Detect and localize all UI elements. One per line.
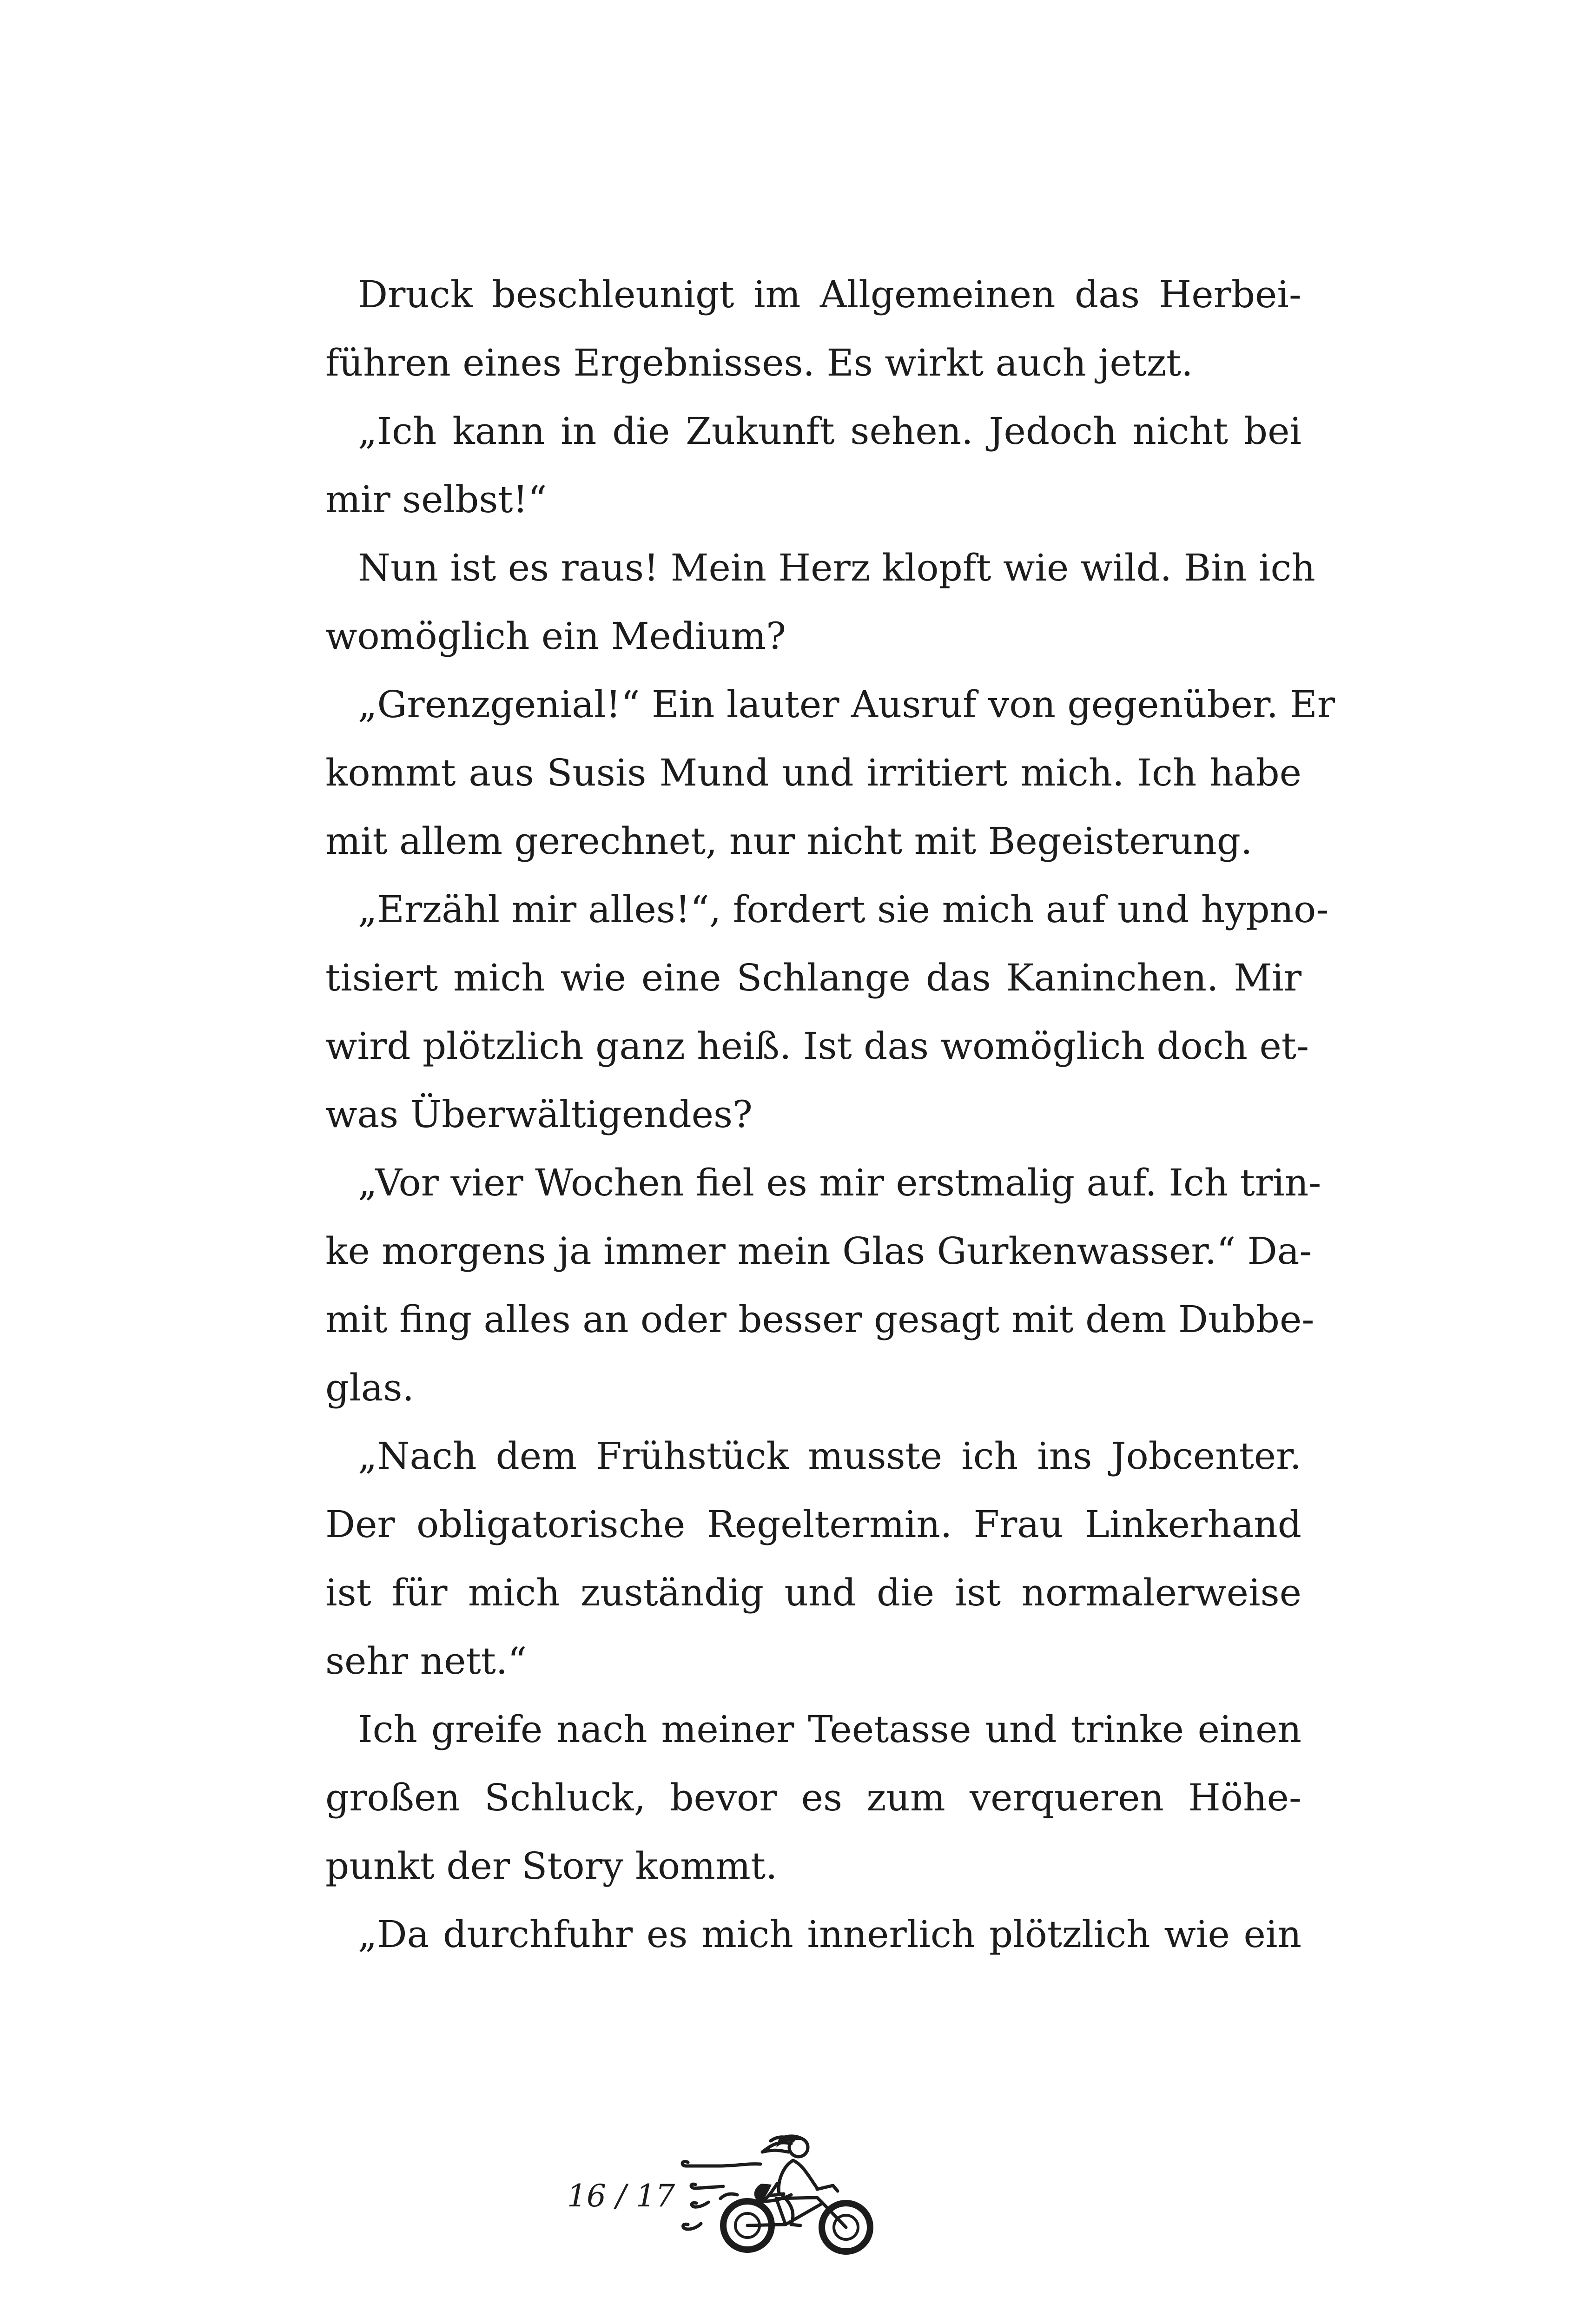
text-line: führen eines Ergebnisses. Es wirkt auch jetzt. bbox=[325, 341, 1193, 384]
text-line: Nun ist es raus! Mein Herz klopft wie wild. Bin ich bbox=[358, 546, 1315, 589]
text-line: „Vor vier Wochen fiel es mir erstmalig auf. Ich trin- bbox=[358, 1161, 1321, 1204]
text-line: „Ich kann in die Zukunft sehen. Jedoch nicht bei bbox=[358, 409, 1301, 453]
text-line: wird plötzlich ganz heiß. Ist das womöglich doch et- bbox=[325, 1024, 1309, 1068]
text-line: glas. bbox=[325, 1366, 414, 1409]
text-line: ke morgens ja immer mein Glas Gurkenwasser.“ Da- bbox=[325, 1229, 1312, 1273]
text-line: sehr nett.“ bbox=[325, 1639, 527, 1683]
girl-on-bicycle-icon bbox=[669, 2133, 911, 2264]
page-number: 16 / 17 bbox=[567, 2178, 675, 2214]
body-text bbox=[325, 260, 1335, 1968]
page-footer bbox=[567, 2133, 920, 2264]
text-line: großen Schluck, bevor es zum verqueren Höhe- bbox=[325, 1776, 1301, 1819]
text-line: „Nach dem Frühstück musste ich ins Jobcenter. bbox=[358, 1434, 1301, 1478]
text-line: tisiert mich wie eine Schlange das Kaninchen. Mir bbox=[325, 956, 1301, 999]
text-line: was Überwältigendes? bbox=[325, 1093, 753, 1136]
text-line: mir selbst!“ bbox=[325, 478, 547, 521]
text-line: „Grenzgenial!“ Ein lauter Ausruf von gegenüber. Er bbox=[358, 683, 1335, 726]
text-line: womöglich ein Medium? bbox=[325, 614, 786, 658]
text-line: Druck beschleunigt im Allgemeinen das Herbei- bbox=[358, 273, 1301, 316]
text-line: kommt aus Susis Mund und irritiert mich. Ich habe bbox=[325, 751, 1301, 794]
text-line: „Erzähl mir alles!“, fordert sie mich auf und hypno- bbox=[358, 888, 1329, 931]
text-line: ist für mich zuständig und die ist normalerweise bbox=[325, 1571, 1301, 1614]
text-line: punkt der Story kommt. bbox=[325, 1844, 778, 1888]
text-line: „Da durchfuhr es mich innerlich plötzlich wie ein bbox=[358, 1913, 1301, 1956]
text-line: mit fing alles an oder besser gesagt mit dem Dubbe- bbox=[325, 1298, 1315, 1341]
text-line: Der obligatorische Regeltermin. Frau Linkerhand bbox=[325, 1503, 1301, 1546]
text-line: mit allem gerechnet, nur nicht mit Begeisterung. bbox=[325, 819, 1253, 863]
text-line: Ich greife nach meiner Teetasse und trinke einen bbox=[358, 1708, 1301, 1751]
